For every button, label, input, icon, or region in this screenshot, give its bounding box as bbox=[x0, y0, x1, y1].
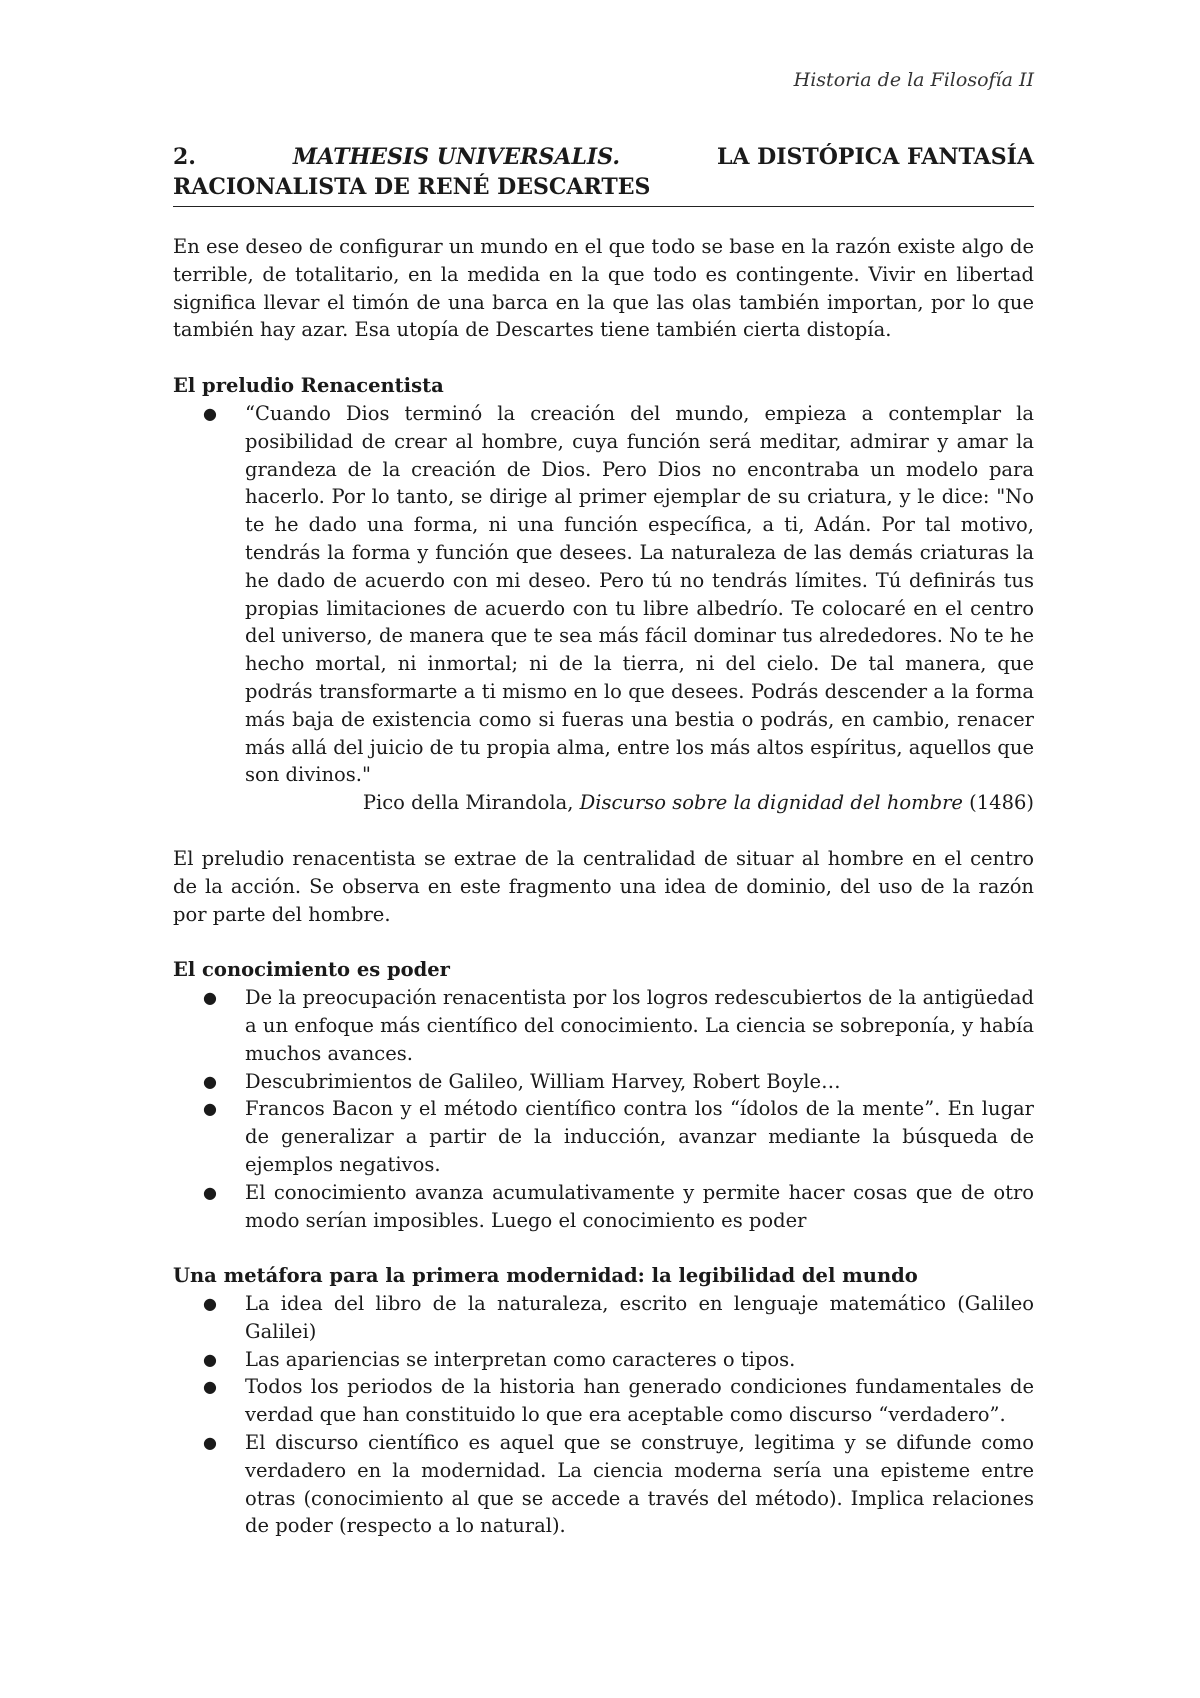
section-heading-conocimiento: El conocimiento es poder bbox=[173, 958, 450, 982]
quote-attribution bbox=[173, 789, 1034, 817]
bullet-icon: ● bbox=[203, 988, 217, 1008]
bullet-icon: ● bbox=[203, 1433, 217, 1453]
list-item-text: El discurso científico es aquel que se construye, legitima y se difunde como verdadero en la modernidad. La ciencia moderna sería una episteme entre otras (conocimiento al que se accede a través del método). Implica relaciones de poder (respecto a lo natural). bbox=[245, 1431, 1034, 1538]
quote-list bbox=[173, 400, 1034, 789]
chapter-title-line1 bbox=[173, 142, 1034, 172]
list-item-text: Todos los periodos de la historia han generado condiciones fundamentales de verdad que han constituido lo que era aceptable como discurso “verdadero”. bbox=[245, 1375, 1034, 1427]
intro-paragraph: En ese deseo de configurar un mundo en el que todo se base en la razón existe algo de terrible, de totalitario, en la medida en la que todo es contingente. Vivir en libertad significa llevar el timón de una barca en la que las olas también importan, por lo que también hay azar. Esa utopía de Descartes tiene también cierta distopía. bbox=[173, 235, 1034, 342]
chapter-number: 2. bbox=[173, 144, 196, 170]
bullet-icon: ● bbox=[203, 1071, 217, 1091]
bullet-icon: ● bbox=[203, 1349, 217, 1369]
bullet-icon: ● bbox=[203, 403, 217, 423]
chapter-title-rest: LA DISTÓPICA FANTASÍA bbox=[716, 144, 1034, 170]
attribution-year: (1486) bbox=[962, 791, 1034, 815]
bullet-icon: ● bbox=[203, 1099, 217, 1119]
list-item bbox=[203, 1095, 1034, 1178]
chapter-title bbox=[173, 142, 1034, 207]
running-header: Historia de la Filosofía II bbox=[793, 69, 1034, 91]
section-heading-preludio: El preludio Renacentista bbox=[173, 374, 444, 398]
bullet-icon: ● bbox=[203, 1182, 217, 1202]
list-item bbox=[203, 1068, 1034, 1096]
list-item-text: De la preocupación renacentista por los logros redescubiertos de la antigüedad a un enfoque más científico del conocimiento. La ciencia se sobreponía, y había muchos avances. bbox=[245, 986, 1034, 1065]
conocimiento-list bbox=[173, 984, 1034, 1234]
list-item-text: La idea del libro de la naturaleza, escrito en lenguaje matemático (Galileo Galilei) bbox=[245, 1292, 1034, 1343]
list-item bbox=[203, 1373, 1034, 1429]
list-item bbox=[203, 1290, 1034, 1346]
list-item-text: Las apariencias se interpretan como caracteres o tipos. bbox=[245, 1347, 796, 1371]
list-item bbox=[203, 984, 1034, 1067]
list-item bbox=[203, 1346, 1034, 1374]
pico-quote: “Cuando Dios terminó la creación del mundo, empieza a contemplar la posibilidad de crear al hombre, cuya función será meditar, admirar y amar la grandeza de la creación de Dios. Pero Dios no encontraba un modelo para hacerlo. Por lo tanto, se dirige al primer ejemplar de su criatura, y le dice: "No te he dado una forma, ni una función específica, a ti, Adán. Por tal motivo, tendrás la forma y función que desees. La naturaleza de las demás criaturas la he dado de acuerdo con mi deseo. Pero tú no tendrás límites. Tú definirás tus propias limitaciones de acuerdo con tu libre albedrío. Te colocaré en el centro del universo, de manera que te sea más fácil dominar tus alrededores. No te he hecho mortal, ni inmortal; ni de la tierra, ni del cielo. De tal manera, que podrás transformarte a ti mismo en lo que desees. Podrás descender a la forma más baja de existencia como si fueras una bestia o podrás, en cambio, renacer más allá del juicio de tu propia alma, entre los más altos espíritus, aquellos que son divinos." bbox=[245, 401, 1034, 787]
list-item-text: Descubrimientos de Galileo, William Harvey, Robert Boyle… bbox=[245, 1069, 841, 1093]
list-item bbox=[203, 400, 1034, 789]
chapter-title-italic: MATHESIS UNIVERSALIS. bbox=[292, 144, 620, 170]
attribution-author: Pico della Mirandola, bbox=[362, 791, 580, 815]
chapter-title-line2: RACIONALISTA DE RENÉ DESCARTES bbox=[173, 174, 651, 200]
bullet-icon: ● bbox=[203, 1377, 217, 1397]
list-item bbox=[203, 1179, 1034, 1235]
list-item bbox=[203, 1429, 1034, 1540]
section-heading-legibilidad: Una metáfora para la primera modernidad: la legibilidad del mundo bbox=[173, 1264, 918, 1288]
legibilidad-list bbox=[173, 1290, 1034, 1540]
list-item-text: Francos Bacon y el método científico contra los “ídolos de la mente”. En lugar de generalizar a partir de la inducción, avanzar mediante la búsqueda de ejemplos negativos. bbox=[245, 1097, 1034, 1176]
section1-paragraph: El preludio renacentista se extrae de la centralidad de situar al hombre en el centro de la acción. Se observa en este fragmento una idea de dominio, del uso de la razón por parte del hombre. bbox=[173, 846, 1034, 926]
bullet-icon: ● bbox=[203, 1294, 217, 1314]
list-item-text: El conocimiento avanza acumulativamente y permite hacer cosas que de otro modo serían imposibles. Luego el conocimiento es poder bbox=[245, 1180, 1034, 1232]
attribution-work: Discurso sobre la dignidad del hombre bbox=[579, 791, 963, 815]
